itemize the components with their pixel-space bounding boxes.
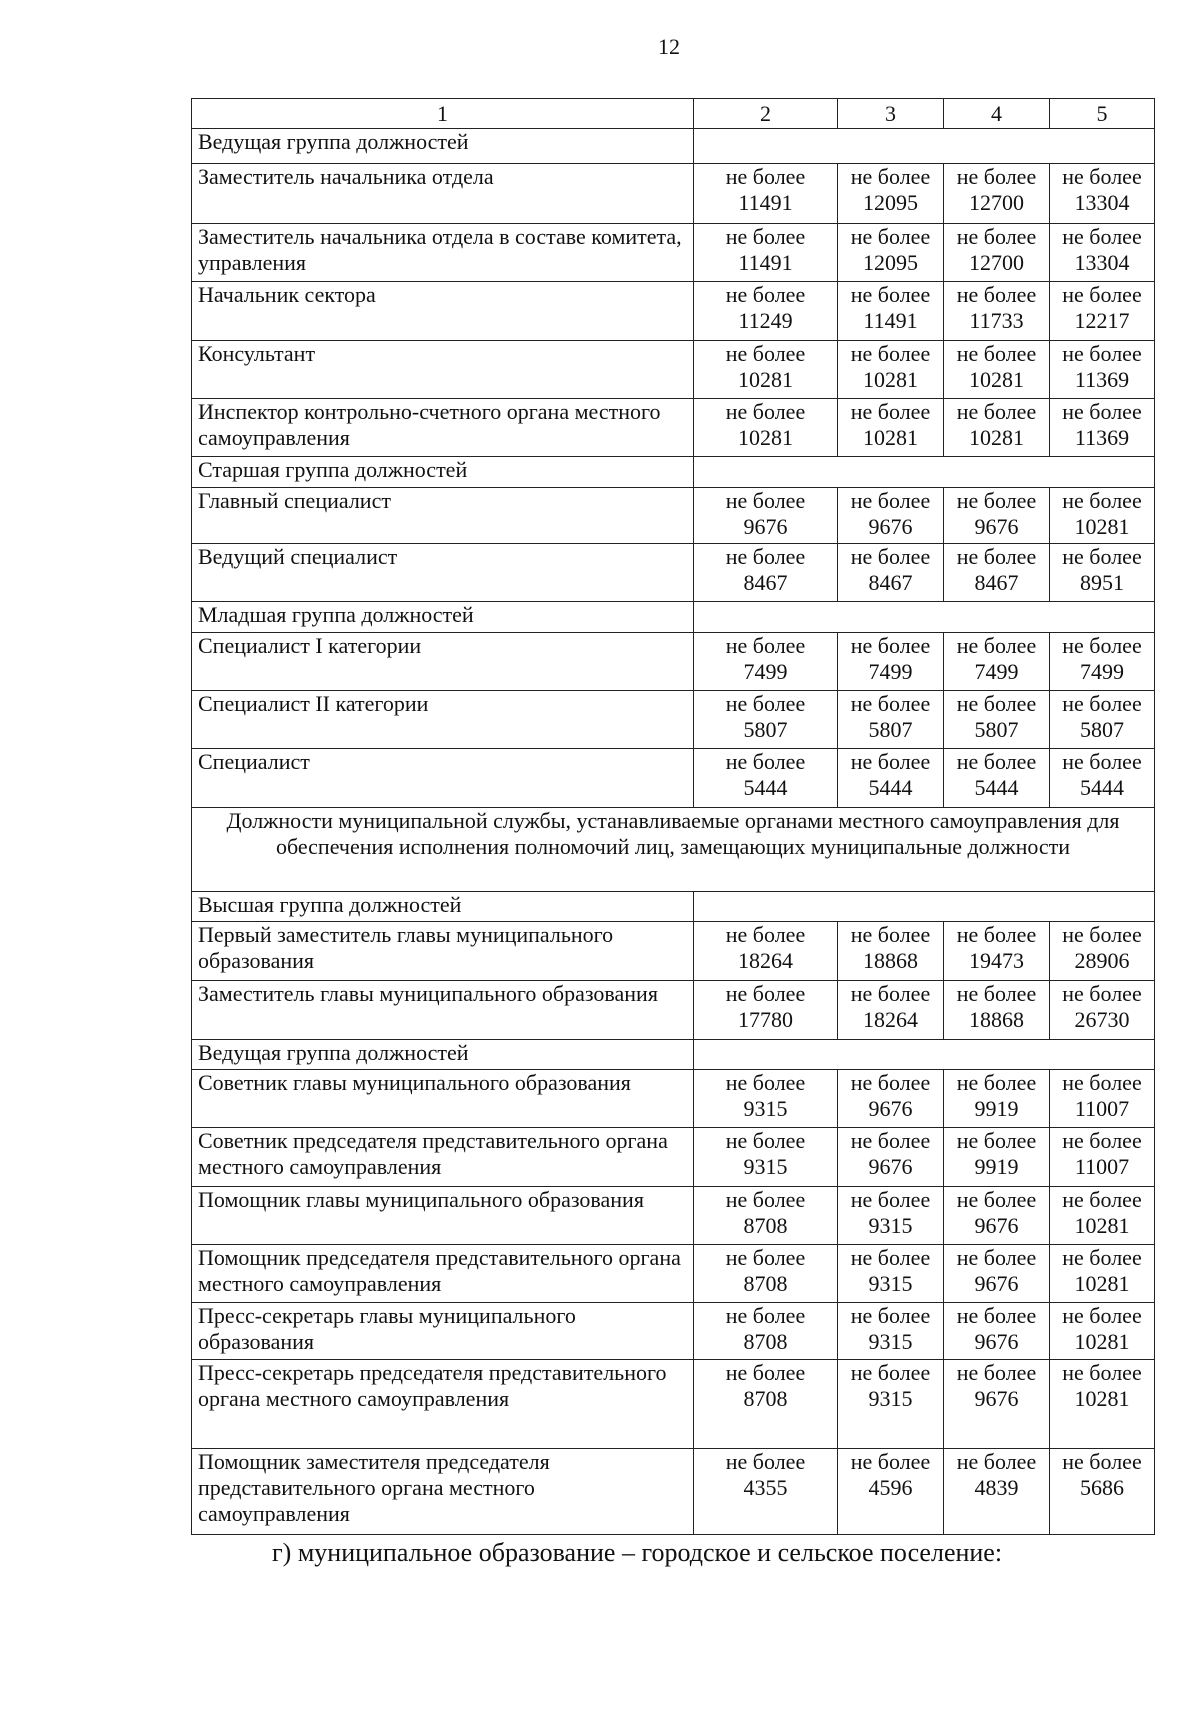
prefix-label: не более: [725, 1245, 806, 1270]
salary-value: 5807: [868, 717, 913, 742]
prefix-label: не более: [1062, 1360, 1142, 1385]
salary-cell: [1050, 749, 1155, 808]
salary-cell: [944, 1245, 1050, 1303]
salary-cell: [1050, 691, 1155, 749]
salary-cell: [944, 1303, 1050, 1360]
prefix-label: не более: [725, 1070, 806, 1095]
prefix-label: не более: [725, 399, 806, 424]
salary-cell: [944, 341, 1050, 399]
group-row: [192, 602, 1155, 633]
salary-value: 9919: [974, 1154, 1019, 1179]
salary-value: 9676: [868, 514, 913, 539]
salary-value: 10281: [863, 425, 918, 450]
salary-cell: [694, 1449, 838, 1535]
prefix-label: не более: [725, 544, 806, 569]
salary-cell: [838, 1360, 944, 1449]
salary-cell: [838, 1449, 944, 1535]
salary-value: 7499: [974, 659, 1019, 684]
salary-cell: [694, 1128, 838, 1187]
prefix-label: не более: [956, 1245, 1037, 1270]
prefix-label: не более: [725, 224, 806, 249]
salary-cell: [694, 749, 838, 808]
table-row: [192, 282, 1155, 341]
salary-cell: [1050, 1449, 1155, 1535]
salary-cell: [1050, 399, 1155, 457]
salary-value: 9315: [868, 1386, 913, 1411]
prefix-label: не более: [956, 691, 1037, 716]
salary-value: 19473: [969, 948, 1024, 973]
position-name: Заместитель главы муниципального образования: [192, 981, 694, 1040]
salary-value: 18264: [863, 1007, 918, 1032]
salary-value: 9676: [974, 1386, 1019, 1411]
salary-cell: [1050, 1128, 1155, 1187]
salary-cell: [694, 1187, 838, 1245]
prefix-label: не более: [725, 1128, 806, 1153]
prefix-label: не более: [850, 164, 931, 189]
column-number-row: [192, 99, 1155, 129]
prefix-label: не более: [725, 749, 806, 774]
salary-value: 11007: [1074, 1096, 1130, 1121]
salary-cell: [838, 981, 944, 1040]
prefix-label: не более: [1062, 341, 1142, 366]
salary-value: 8467: [868, 570, 913, 595]
group-label: Старшая группа должностей: [192, 457, 694, 488]
salary-value: 9315: [743, 1154, 788, 1179]
salary-cell: [694, 341, 838, 399]
position-name: Помощник председателя представительного органа местного самоуправления: [192, 1245, 694, 1303]
prefix-label: не более: [956, 164, 1037, 189]
salary-value: 9315: [868, 1271, 913, 1296]
salary-cell: [838, 633, 944, 691]
salary-value: 9676: [974, 1271, 1019, 1296]
prefix-label: не более: [956, 488, 1037, 513]
position-name: Главный специалист: [192, 488, 694, 544]
position-name: Заместитель начальника отдела в составе комитета, управления: [192, 224, 694, 282]
salary-value: 18264: [738, 948, 793, 973]
salary-value: 10281: [1074, 1329, 1130, 1354]
table-row: [192, 1360, 1155, 1449]
prefix-label: не более: [850, 282, 931, 307]
salary-value: 11369: [1074, 425, 1130, 450]
salary-value: 9676: [974, 1213, 1019, 1238]
salary-value: 13304: [1074, 250, 1130, 275]
salary-value: 4839: [974, 1475, 1019, 1500]
empty-cell: [694, 457, 1155, 488]
empty-cell: [694, 129, 1155, 164]
prefix-label: не более: [1062, 981, 1142, 1006]
prefix-label: не более: [725, 1303, 806, 1328]
salary-value: 9676: [868, 1154, 913, 1179]
prefix-label: не более: [956, 1360, 1037, 1385]
salary-cell: [944, 633, 1050, 691]
salary-cell: [1050, 341, 1155, 399]
salary-value: 10281: [738, 425, 793, 450]
table-row: [192, 1070, 1155, 1128]
prefix-label: не более: [850, 981, 931, 1006]
salary-value: 12095: [863, 250, 918, 275]
salary-value: 7499: [868, 659, 913, 684]
prefix-label: не более: [1062, 164, 1142, 189]
prefix-label: не более: [1062, 1128, 1142, 1153]
salary-cell: [1050, 633, 1155, 691]
column-header: 1: [192, 99, 694, 129]
prefix-label: не более: [850, 691, 931, 716]
salary-value: 26730: [1074, 1007, 1130, 1032]
salary-value: 5444: [974, 775, 1019, 800]
prefix-label: не более: [725, 691, 806, 716]
prefix-label: не более: [850, 1128, 931, 1153]
salary-value: 8708: [743, 1271, 788, 1296]
salary-cell: [838, 282, 944, 341]
prefix-label: не более: [850, 749, 931, 774]
salary-value: 10281: [1074, 1213, 1130, 1238]
prefix-label: не более: [956, 399, 1037, 424]
salary-cell: [944, 399, 1050, 457]
prefix-label: не более: [850, 224, 931, 249]
salary-value: 11491: [738, 250, 793, 275]
salary-value: 9315: [743, 1096, 788, 1121]
salary-cell: [1050, 1360, 1155, 1449]
table-row: [192, 633, 1155, 691]
salary-value: 10281: [863, 367, 918, 392]
salary-cell: [694, 981, 838, 1040]
table-row: [192, 488, 1155, 544]
footer-text: г) муниципальное образование – городское и сельское поселение:: [272, 1538, 1003, 1567]
prefix-label: не более: [850, 1449, 931, 1474]
position-name: Специалист I категории: [192, 633, 694, 691]
prefix-label: не более: [850, 544, 931, 569]
position-name: Советник главы муниципального образования: [192, 1070, 694, 1128]
salary-cell: [944, 691, 1050, 749]
prefix-label: не более: [956, 224, 1037, 249]
table-row: [192, 224, 1155, 282]
empty-cell: [694, 1040, 1155, 1070]
prefix-label: не более: [850, 1303, 931, 1328]
salary-cell: [838, 399, 944, 457]
salary-value: 12217: [1074, 308, 1130, 333]
table-row: [192, 1245, 1155, 1303]
prefix-label: не более: [1062, 488, 1142, 513]
salary-cell: [838, 749, 944, 808]
table-row: [192, 922, 1155, 981]
salary-cell: [838, 922, 944, 981]
salary-cell: [838, 544, 944, 602]
salary-value: 9676: [868, 1096, 913, 1121]
salary-cell: [838, 1128, 944, 1187]
column-header: 2: [694, 99, 838, 129]
salary-cell: [694, 922, 838, 981]
salary-cell: [838, 488, 944, 544]
prefix-label: не более: [956, 341, 1037, 366]
salary-value: 12700: [969, 250, 1024, 275]
salary-value: 18868: [863, 948, 918, 973]
salary-cell: [694, 282, 838, 341]
prefix-label: не более: [850, 1245, 931, 1270]
group-row: [192, 892, 1155, 922]
salary-value: 11249: [738, 308, 793, 333]
salary-value: 5807: [743, 717, 788, 742]
salary-value: 8951: [1080, 570, 1124, 595]
position-name: Советник председателя представительного органа местного самоуправления: [192, 1128, 694, 1187]
salary-cell: [1050, 981, 1155, 1040]
prefix-label: не более: [850, 488, 931, 513]
salary-cell: [694, 1245, 838, 1303]
group-row: [192, 1040, 1155, 1070]
salary-value: 5686: [1080, 1475, 1124, 1500]
salary-value: 11007: [1074, 1154, 1130, 1179]
salary-value: 9676: [974, 1329, 1019, 1354]
salary-cell: [944, 1360, 1050, 1449]
salary-value: 12095: [863, 190, 918, 215]
salary-cell: [944, 749, 1050, 808]
prefix-label: не более: [1062, 749, 1142, 774]
prefix-label: не более: [1062, 1245, 1142, 1270]
position-name: Консультант: [192, 341, 694, 399]
prefix-label: не более: [1062, 691, 1142, 716]
prefix-label: не более: [850, 1070, 931, 1095]
salary-value: 10281: [1074, 514, 1130, 539]
prefix-label: не более: [956, 282, 1037, 307]
salary-value: 9676: [974, 514, 1019, 539]
salary-value: 10281: [969, 425, 1024, 450]
salary-cell: [694, 544, 838, 602]
group-label: Ведущая группа должностей: [192, 129, 694, 164]
prefix-label: не более: [725, 164, 806, 189]
prefix-label: не более: [956, 1449, 1037, 1474]
salary-value: 9315: [868, 1329, 913, 1354]
salary-value: 12700: [969, 190, 1024, 215]
salary-cell: [1050, 1070, 1155, 1128]
section-header-row: [192, 808, 1155, 892]
salary-cell: [838, 224, 944, 282]
salary-value: 11369: [1074, 367, 1130, 392]
group-label: Ведущая группа должностей: [192, 1040, 694, 1070]
salary-cell: [694, 691, 838, 749]
prefix-label: не более: [725, 341, 806, 366]
salary-cell: [944, 282, 1050, 341]
position-name: Специалист: [192, 749, 694, 808]
section-title: Должности муниципальной службы, устанавливаемые органами местного самоуправления для обеспечения исполнения полномочий лиц, замещающих муниципальные должности: [192, 808, 1155, 892]
salary-cell: [694, 1360, 838, 1449]
salary-value: 8467: [743, 570, 788, 595]
prefix-label: не более: [956, 544, 1037, 569]
prefix-label: не более: [956, 922, 1037, 947]
salary-value: 8708: [743, 1386, 788, 1411]
position-name: Специалист II категории: [192, 691, 694, 749]
salary-cell: [838, 691, 944, 749]
salary-value: 4596: [868, 1475, 913, 1500]
salary-value: 13304: [1074, 190, 1130, 215]
salary-cell: [694, 488, 838, 544]
prefix-label: не более: [725, 488, 806, 513]
prefix-label: не более: [725, 1449, 806, 1474]
prefix-label: не более: [725, 1360, 806, 1385]
prefix-label: не более: [725, 633, 806, 658]
prefix-label: не более: [956, 1187, 1037, 1212]
prefix-label: не более: [1062, 544, 1142, 569]
table-row: [192, 399, 1155, 457]
salary-cell: [694, 164, 838, 224]
salary-cell: [1050, 164, 1155, 224]
table-body: [192, 129, 1155, 1535]
table-row: [192, 544, 1155, 602]
prefix-label: не более: [956, 633, 1037, 658]
prefix-label: не более: [956, 749, 1037, 774]
salary-value: 5444: [868, 775, 913, 800]
table-row: [192, 749, 1155, 808]
salary-value: 28906: [1074, 948, 1130, 973]
table-row: [192, 1128, 1155, 1187]
prefix-label: не более: [850, 633, 931, 658]
salary-cell: [944, 224, 1050, 282]
salary-value: 8708: [743, 1329, 788, 1354]
salary-cell: [1050, 1187, 1155, 1245]
table-row: [192, 981, 1155, 1040]
salary-value: 8708: [743, 1213, 788, 1238]
position-name: Инспектор контрольно-счетного органа местного самоуправления: [192, 399, 694, 457]
salary-value: 7499: [1080, 659, 1124, 684]
table-row: [192, 1449, 1155, 1535]
salary-cell: [944, 1449, 1050, 1535]
group-row: [192, 129, 1155, 164]
salary-value: 9919: [974, 1096, 1019, 1121]
salary-cell: [944, 488, 1050, 544]
salary-value: 5807: [974, 717, 1019, 742]
prefix-label: не более: [956, 1070, 1037, 1095]
salary-value: 5444: [743, 775, 788, 800]
position-name: Помощник главы муниципального образования: [192, 1187, 694, 1245]
column-header: 4: [944, 99, 1050, 129]
prefix-label: не более: [956, 1303, 1037, 1328]
position-name: Первый заместитель главы муниципального образования: [192, 922, 694, 981]
salary-cell: [944, 544, 1050, 602]
prefix-label: не более: [850, 1360, 931, 1385]
salary-cell: [1050, 282, 1155, 341]
empty-cell: [694, 602, 1155, 633]
prefix-label: не более: [1062, 282, 1142, 307]
salary-cell: [838, 1070, 944, 1128]
position-name: Пресс-секретарь главы муниципального образования: [192, 1303, 694, 1360]
column-header: 5: [1050, 99, 1155, 129]
prefix-label: не более: [1062, 922, 1142, 947]
salary-cell: [944, 1070, 1050, 1128]
salary-cell: [1050, 544, 1155, 602]
position-name: Ведущий специалист: [192, 544, 694, 602]
prefix-label: не более: [1062, 224, 1142, 249]
salary-cell: [694, 224, 838, 282]
salary-table: [191, 98, 1155, 1535]
prefix-label: не более: [1062, 399, 1142, 424]
salary-cell: [694, 633, 838, 691]
table-row: [192, 1187, 1155, 1245]
salary-cell: [944, 922, 1050, 981]
prefix-label: не более: [725, 282, 806, 307]
table-row: [192, 1303, 1155, 1360]
prefix-label: не более: [850, 399, 931, 424]
salary-value: 10281: [1074, 1271, 1130, 1296]
salary-cell: [838, 341, 944, 399]
position-name: Пресс-секретарь председателя представительного органа местного самоуправления: [192, 1360, 694, 1449]
empty-cell: [694, 892, 1155, 922]
prefix-label: не более: [850, 1187, 931, 1212]
salary-cell: [838, 164, 944, 224]
salary-cell: [1050, 488, 1155, 544]
position-name: Заместитель начальника отдела: [192, 164, 694, 224]
group-label: Младшая группа должностей: [192, 602, 694, 633]
prefix-label: не более: [956, 981, 1037, 1006]
salary-cell: [944, 1187, 1050, 1245]
prefix-label: не более: [1062, 1449, 1142, 1474]
prefix-label: не более: [1062, 1303, 1142, 1328]
salary-value: 4355: [743, 1475, 788, 1500]
prefix-label: не более: [1062, 1070, 1142, 1095]
prefix-label: не более: [956, 1128, 1037, 1153]
prefix-label: не более: [850, 341, 931, 366]
group-label: Высшая группа должностей: [192, 892, 694, 922]
prefix-label: не более: [850, 922, 931, 947]
salary-value: 9315: [868, 1213, 913, 1238]
group-row: [192, 457, 1155, 488]
salary-value: 11733: [969, 308, 1024, 333]
salary-cell: [694, 1070, 838, 1128]
salary-cell: [694, 1303, 838, 1360]
salary-cell: [1050, 1303, 1155, 1360]
salary-value: 9676: [743, 514, 788, 539]
table-row: [192, 341, 1155, 399]
salary-value: 10281: [1074, 1386, 1130, 1411]
salary-cell: [838, 1245, 944, 1303]
salary-cell: [944, 981, 1050, 1040]
salary-cell: [944, 164, 1050, 224]
salary-value: 10281: [738, 367, 793, 392]
salary-cell: [1050, 224, 1155, 282]
salary-value: 17780: [738, 1007, 793, 1032]
table-row: [192, 164, 1155, 224]
salary-value: 8467: [974, 570, 1019, 595]
prefix-label: не более: [725, 922, 806, 947]
column-header: 3: [838, 99, 944, 129]
position-name: Начальник сектора: [192, 282, 694, 341]
prefix-label: не более: [1062, 633, 1142, 658]
salary-value: 10281: [969, 367, 1024, 392]
salary-value: 11491: [863, 308, 918, 333]
table-row: [192, 691, 1155, 749]
salary-cell: [838, 1187, 944, 1245]
salary-cell: [1050, 1245, 1155, 1303]
salary-value: 18868: [969, 1007, 1024, 1032]
position-name: Помощник заместителя председателя представительного органа местного самоуправления: [192, 1449, 694, 1535]
prefix-label: не более: [1062, 1187, 1142, 1212]
salary-value: 5807: [1080, 717, 1124, 742]
salary-value: 7499: [743, 659, 788, 684]
salary-cell: [694, 399, 838, 457]
salary-cell: [838, 1303, 944, 1360]
salary-value: 11491: [738, 190, 793, 215]
salary-cell: [944, 1128, 1050, 1187]
prefix-label: не более: [725, 981, 806, 1006]
salary-value: 5444: [1080, 775, 1124, 800]
prefix-label: не более: [725, 1187, 806, 1212]
page-number: 12: [658, 34, 680, 59]
salary-cell: [1050, 922, 1155, 981]
